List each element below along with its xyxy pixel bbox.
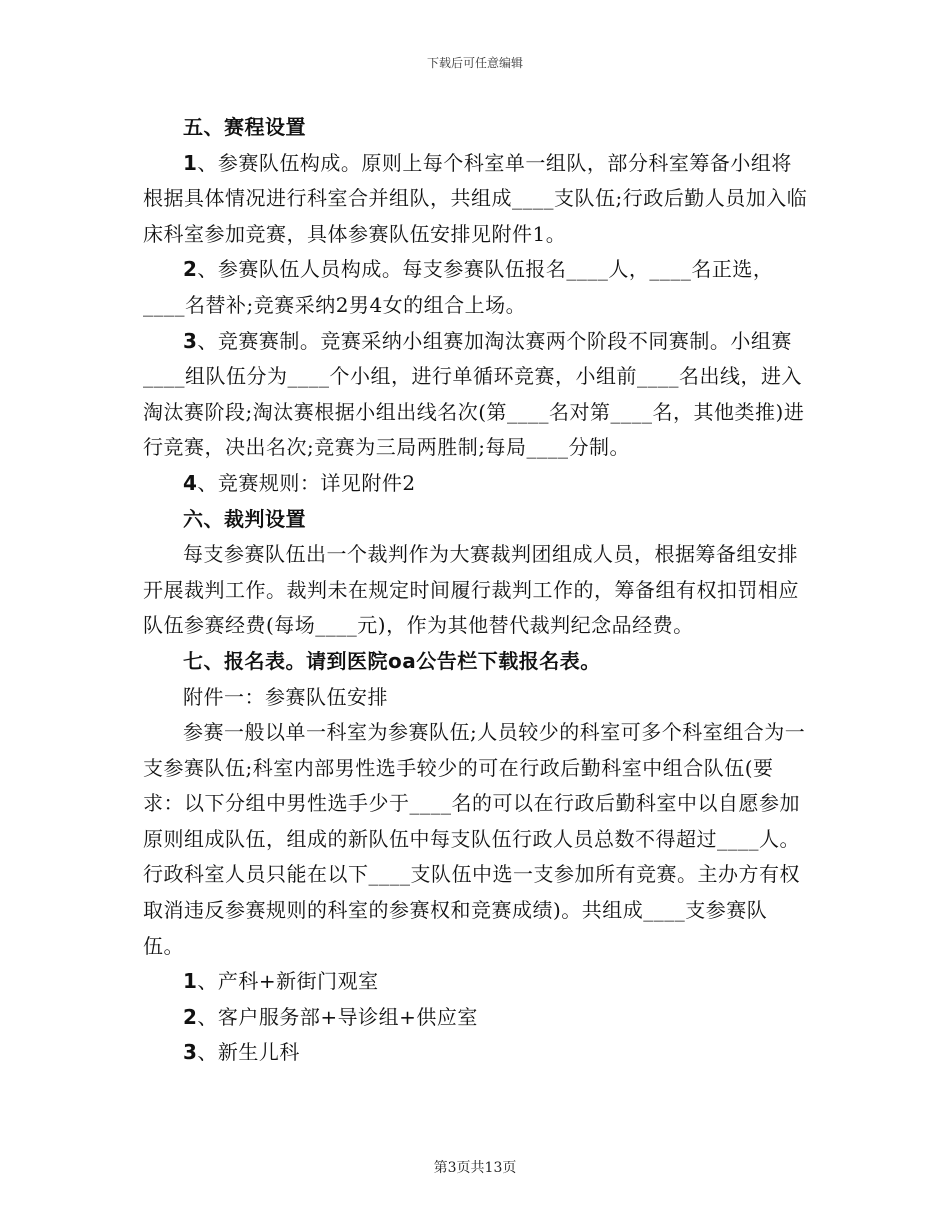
- paragraph-team-members: [143, 252, 808, 323]
- item-number: 3: [183, 1040, 198, 1065]
- item-text: 、竞赛赛制。竞赛采纳小组赛加淘汰赛两个阶段不同赛制。小组赛____组队伍分为____个小组，进行单循环竞赛，小组前____名出线，进入淘汰赛阶段;淘汰赛根据小组出线名次(第____名对第____名，其他类推)进行竞赛，决出名次;竞赛为三局两胜制;每局____分制。: [143, 328, 805, 460]
- item-number: 1: [183, 150, 198, 175]
- item-number: 3: [183, 328, 198, 353]
- paragraph-attachment: 参赛一般以单一科室为参赛队伍;人员较少的科室可多个科室组合为一支参赛队伍;科室内部男性选手较少的可在行政后勤科室中组合队伍(要求：以下分组中男性选手少于____名的可以在行政后勤科室中以自愿参加原则组成队伍，组成的新队伍中每支队伍行政人员总数不得超过____人。行政科室人员只能在以下____支队伍中选一支参加所有竞赛。主办方有权取消违反参赛规则的科室的参赛权和竞赛成绩)。共组成____支参赛队伍。: [143, 720, 806, 958]
- item-text: 、新生儿科: [197, 1040, 300, 1065]
- item-text: 、客户服务部+导诊组+供应室: [197, 1004, 478, 1029]
- list-item: [143, 1035, 808, 1071]
- list-item: [143, 1000, 808, 1036]
- page-header: 下载后可任意编辑: [426, 56, 523, 70]
- item-text: 、产科+新街门观室: [197, 969, 379, 994]
- document-body: [143, 110, 808, 1071]
- item-number: 2: [183, 257, 198, 282]
- section-heading-referee: 六、裁判设置: [183, 506, 306, 531]
- item-number: 4: [183, 470, 198, 495]
- paragraph-team-composition: [143, 146, 808, 253]
- paragraph-competition-format: [143, 324, 808, 466]
- item-text: 、参赛队伍构成。原则上每个科室单一组队，部分科室筹备小组将根据具体情况进行科室合并组队，共组成____支队伍;行政后勤人员加入临床科室参加竞赛，具体参赛队伍安排见附件1。: [143, 150, 808, 246]
- paragraph-competition-rules: [143, 466, 808, 502]
- page-footer: 第3页共13页: [433, 1160, 517, 1176]
- attachment-title: 附件一：参赛队伍安排: [183, 684, 388, 709]
- list-item: [143, 964, 808, 1000]
- item-text: 、竞赛规则：详见附件2: [197, 470, 416, 495]
- section-heading-registration: 七、报名表。请到医院oa公告栏下载报名表。: [183, 648, 601, 673]
- item-text: 、参赛队伍人员构成。每支参赛队伍报名____人，____名正选，____名替补;竞赛采纳2男4女的组合上场。: [143, 257, 774, 317]
- item-number: 1: [183, 969, 198, 994]
- paragraph-referee: 每支参赛队伍出一个裁判作为大赛裁判团组成人员，根据筹备组安排开展裁判工作。裁判未在规定时间履行裁判工作的，筹备组有权扣罚相应队伍参赛经费(每场____元)，作为其他替代裁判纪念品经费。: [143, 542, 799, 638]
- section-heading-schedule: 五、赛程设置: [183, 115, 306, 139]
- item-number: 2: [183, 1004, 198, 1029]
